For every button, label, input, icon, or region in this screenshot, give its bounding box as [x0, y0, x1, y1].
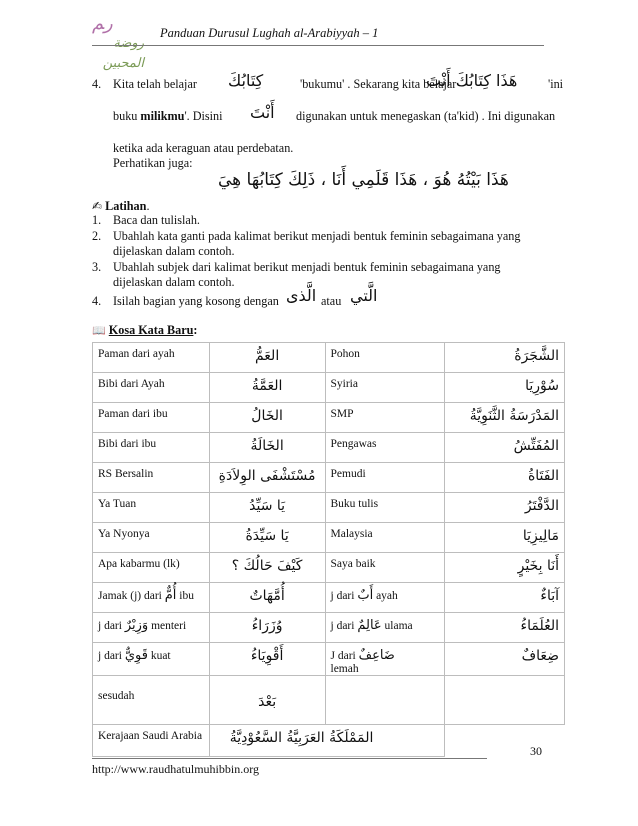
latihan-list: [92, 213, 548, 291]
latihan-title: Latihan: [105, 199, 147, 213]
cell-indonesian: Ya Nyonya: [93, 523, 210, 553]
cell-indonesian: j dari أَبٌ ayah: [325, 583, 445, 613]
cell-arabic: وُزَرَاءُ: [209, 613, 325, 643]
item4-text-1: Kita telah belajar: [113, 77, 197, 91]
cell-arabic: الدَّفْتَرُ: [445, 493, 565, 523]
kosa-heading: 📖 Kosa Kata Baru:: [92, 323, 198, 337]
item4-text-7: Perhatikan juga:: [113, 156, 193, 170]
cell-indonesian: j dari عَالِمٌ ulama: [325, 613, 445, 643]
cell-arabic: الخَالُ: [209, 403, 325, 433]
cell-arabic: أَنَا بِخَيْرٍ: [445, 553, 565, 583]
table-row: [93, 343, 565, 373]
cell-arabic: الفَتَاةُ: [445, 463, 565, 493]
cell-indonesian: Paman dari ayah: [93, 343, 210, 373]
table-row: [93, 523, 565, 553]
cell-arabic: أَقْوِيَاءُ: [209, 643, 325, 676]
cell-arabic: الخَالَةُ: [209, 433, 325, 463]
item4-text-4b: milikmu: [140, 109, 185, 123]
latihan-item4-arabic-2: الَّتي: [350, 286, 378, 305]
item4-text-4c: '. Disini: [184, 109, 223, 123]
latihan-item4-text: Isilah bagian yang kosong dengan: [113, 294, 279, 308]
cell-arabic: سُوْرِيَا: [445, 373, 565, 403]
header-title: Panduan Durusul Lughah al-Arabiyyah – 1: [160, 26, 379, 40]
cell-arabic: [445, 676, 565, 725]
cell-arabic: المَدْرَسَةُ الثَّنَوِيَّةُ: [445, 403, 565, 433]
latihan-heading: ✍ Latihan.: [92, 199, 150, 213]
latihan-item4-arabic-1: الَّذى: [286, 286, 317, 305]
cell-indonesian: Syiria: [325, 373, 445, 403]
cell-arabic: مُسْتَشْفَى الوِلاَدَةِ: [209, 463, 325, 493]
latihan-item: 2. Ubahlah kata ganti pada kalimat berikut menjadi bentuk feminin sebagaimana yang: [92, 228, 521, 243]
table-row: [93, 613, 565, 643]
table-row: [93, 493, 565, 523]
latihan-item: 1. Baca dan tulislah.: [92, 213, 200, 227]
table-row: [93, 403, 565, 433]
latihan-item: 3. Ubahlah subjek dari kalimat berikut menjadi bentuk feminin sebagaimana yang: [92, 259, 501, 274]
item4-number: 4.: [92, 77, 102, 91]
cell-indonesian: J dari ضَاعِفٌ lemah: [325, 643, 445, 676]
cell-indonesian: j dari وَزِيْرٌ menteri: [93, 613, 210, 643]
item4-arabic-2: هَذَا كِتَابُكَ أَنْتَ: [426, 71, 518, 90]
site-logo: [92, 13, 144, 71]
header-divider: [92, 45, 544, 46]
table-row: [93, 725, 565, 757]
item4-arabic-1: كِتَابُكَ: [228, 71, 264, 90]
table-row: [93, 553, 565, 583]
cell-arabic: العَمُّ: [209, 343, 325, 373]
logo-subtext: روضة المحبين: [102, 36, 144, 71]
cell-arabic: كَيْفَ حَالُكَ ؟: [209, 553, 325, 583]
logo-mark: ﺭﻢ: [92, 13, 113, 34]
pencil-icon: ✍: [92, 199, 103, 213]
cell-indonesian: [325, 676, 445, 725]
cell-arabic: العَمَّةُ: [209, 373, 325, 403]
table-row: [93, 433, 565, 463]
table-row: [93, 643, 565, 676]
cell-indonesian: Ya Tuan: [93, 493, 210, 523]
cell-indonesian: Pemudi: [325, 463, 445, 493]
item4-text-5: digunakan untuk menegaskan (ta'kid) . Ini digunakan: [296, 109, 556, 123]
item4-line2: [113, 108, 223, 124]
cell-indonesian: Kerajaan Saudi Arabia: [93, 725, 210, 757]
cell-indonesian: Saya baik: [325, 553, 445, 583]
cell-indonesian: Bibi dari Ayah: [93, 373, 210, 403]
item4-example: هَذَا بَيْتُهُ هُوَ ، هَذَا قَلَمِي أَنَا ، ذَلِكَ كِتَابُهَا هِيَ: [218, 170, 509, 190]
cell-indonesian: Buku tulis: [325, 493, 445, 523]
cell-arabic: العُلَمَاءُ: [445, 613, 565, 643]
page-number: 30: [530, 744, 542, 758]
footer-url[interactable]: http://www.raudhatulmuhibbin.org: [92, 762, 259, 776]
cell-indonesian: Pohon: [325, 343, 445, 373]
cell-indonesian: Jamak (j) dari أُمٌّ ibu: [93, 583, 210, 613]
vocabulary-table: [92, 342, 565, 757]
table-row: [93, 583, 565, 613]
kosa-title: Kosa Kata Baru: [108, 323, 194, 337]
cell-indonesian: Malaysia: [325, 523, 445, 553]
cell-arabic: مَالِيزِيَا: [445, 523, 565, 553]
cell-arabic: آبَاءٌ: [445, 583, 565, 613]
table-row: [93, 463, 565, 493]
cell-arabic: أُمَّهَاتٌ: [209, 583, 325, 613]
cell-arabic: الشَّجَرَةُ: [445, 343, 565, 373]
item4-text-2: 'bukumu' . Sekarang kita belajar: [300, 77, 457, 91]
cell-indonesian: Bibi dari ibu: [93, 433, 210, 463]
cell-indonesian: RS Bersalin: [93, 463, 210, 493]
cell-indonesian: j dari قَوِيٌّ kuat: [93, 643, 210, 676]
cell-indonesian: Apa kabarmu (lk): [93, 553, 210, 583]
cell-arabic: ضِعَافٌ: [445, 643, 565, 676]
item4-text-3: 'ini: [548, 77, 564, 91]
latihan-item: dijelaskan dalam contoh.: [113, 244, 235, 258]
item4-text-6: ketika ada keraguan atau perdebatan.: [113, 141, 294, 155]
cell-arabic: يَا سَيِّدَةُ: [209, 523, 325, 553]
cell-arabic: بَعْدَ: [209, 676, 325, 725]
table-row: [93, 676, 565, 725]
item4-arabic-3: أَنْتَ: [250, 103, 275, 122]
footer-divider: [92, 758, 487, 759]
book-icon: 📖: [92, 324, 106, 337]
cell-indonesian: SMP: [325, 403, 445, 433]
cell-arabic: المَمْلَكَةُ العَرَبِيَّةُ السَّعُوْدِيَّةُ: [209, 725, 445, 757]
latihan-item: dijelaskan dalam contoh.: [113, 275, 235, 289]
cell-indonesian: Paman dari ibu: [93, 403, 210, 433]
item4-text-4a: buku: [113, 109, 141, 123]
cell-indonesian: sesudah: [93, 676, 210, 725]
latihan-item4-atau: atau: [321, 294, 342, 308]
cell-arabic: يَا سَيِّدُ: [209, 493, 325, 523]
latihan-item4-number: 4.: [92, 294, 102, 308]
cell-arabic: المُفَتِّشُ: [445, 433, 565, 463]
table-row: [93, 373, 565, 403]
cell-indonesian: Pengawas: [325, 433, 445, 463]
